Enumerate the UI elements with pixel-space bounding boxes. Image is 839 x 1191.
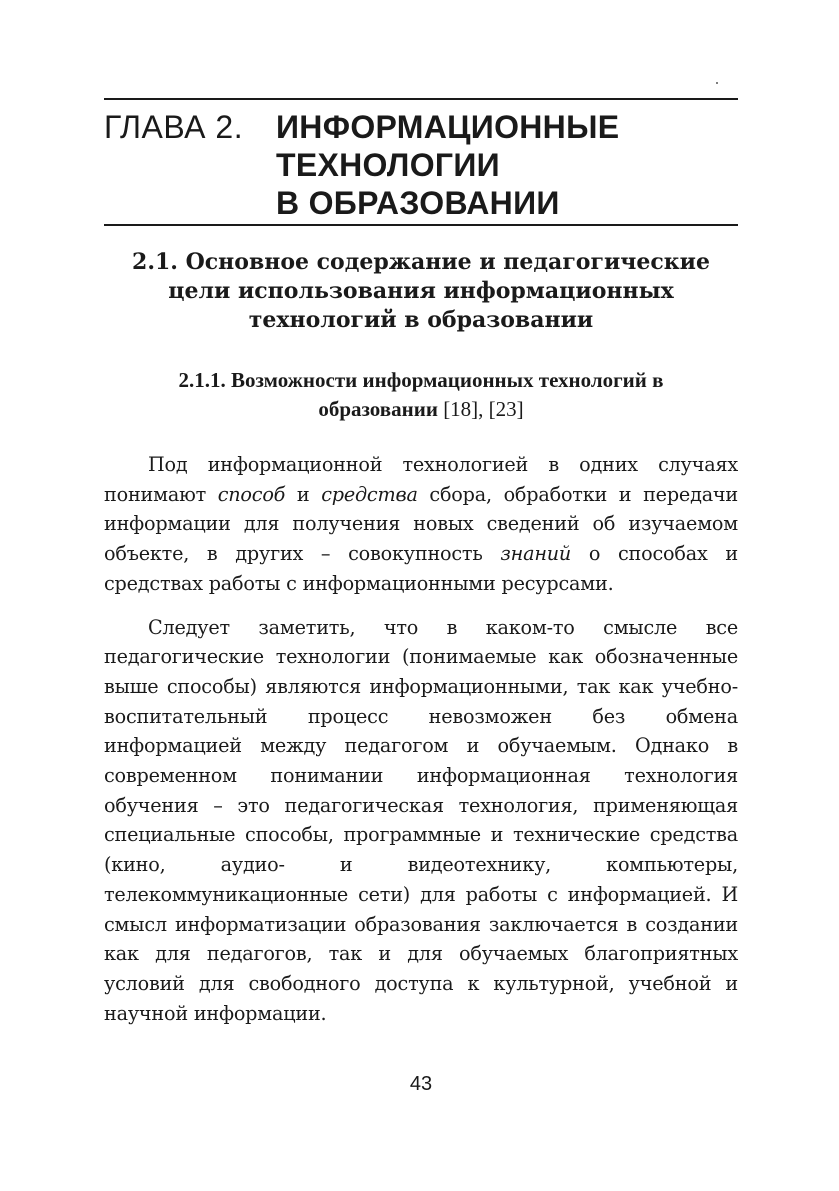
paragraph-text: сбора, обработки и передачи информации для получения новых сведений об изучаемом объекте, в других – совокупность: [104, 482, 739, 566]
chapter-bottom-rule: [104, 224, 738, 226]
emphasis-text: способ: [217, 482, 286, 506]
chapter-label: ГЛАВА 2.: [104, 109, 244, 145]
paragraph-text: и: [285, 482, 322, 506]
print-speck: [716, 82, 718, 84]
body-text: [104, 450, 738, 1042]
subsection-heading-text: образовании: [318, 397, 438, 421]
chapter-title: [276, 108, 619, 222]
section-heading-line: технологий в образовании: [248, 307, 594, 333]
subsection-heading: [104, 366, 738, 424]
section-heading-line: 2.1. Основное содержание и педагогические: [132, 249, 710, 275]
section-heading-line: цели использования информационных: [168, 278, 674, 304]
chapter-title-line: В ОБРАЗОВАНИИ: [276, 185, 560, 221]
paragraph-text: о способах и средствах работы с информационными ресурсами.: [104, 542, 738, 595]
emphasis-text: знаний: [500, 542, 572, 566]
page-number: 43: [409, 1073, 433, 1095]
paragraph-2: Следует заметить, что в каком-то смысле все педагогические технологии (понимаемые как обозначенные выше способы) являются информационными, так как учебно-воспитательный процесс невозможен без обмена информацией между педагогом и обучаемым. Однако в современном понимании информационная технология обучения – это педагогическая технология, применяющая специальные способы, программные и технические средства (кино, аудио- и видеотехнику, компьютеры, телекоммуникационные сети) для работы с информацией. И смысл информатизации образования заключается в создании как для педагогов, так и для обучаемых благоприятных условий для свободного доступа к культурной, учебной и научной информации.: [104, 615, 738, 1025]
paragraph-text: Под информационной технологией в одних случаях понимают: [104, 453, 738, 506]
chapter-title-line: ТЕХНОЛОГИИ: [276, 147, 500, 183]
section-heading: [104, 248, 738, 335]
subsection-heading-line: [104, 395, 738, 424]
chapter-title-line: ИНФОРМАЦИОННЫЕ: [276, 109, 620, 145]
subsection-heading-line: 2.1.1. Возможности информационных технологий в: [178, 368, 664, 392]
subsection-references: [18], [23]: [437, 397, 524, 421]
chapter-top-rule: [104, 98, 738, 100]
paragraph-1: [104, 450, 738, 599]
emphasis-text: средства: [321, 482, 418, 506]
